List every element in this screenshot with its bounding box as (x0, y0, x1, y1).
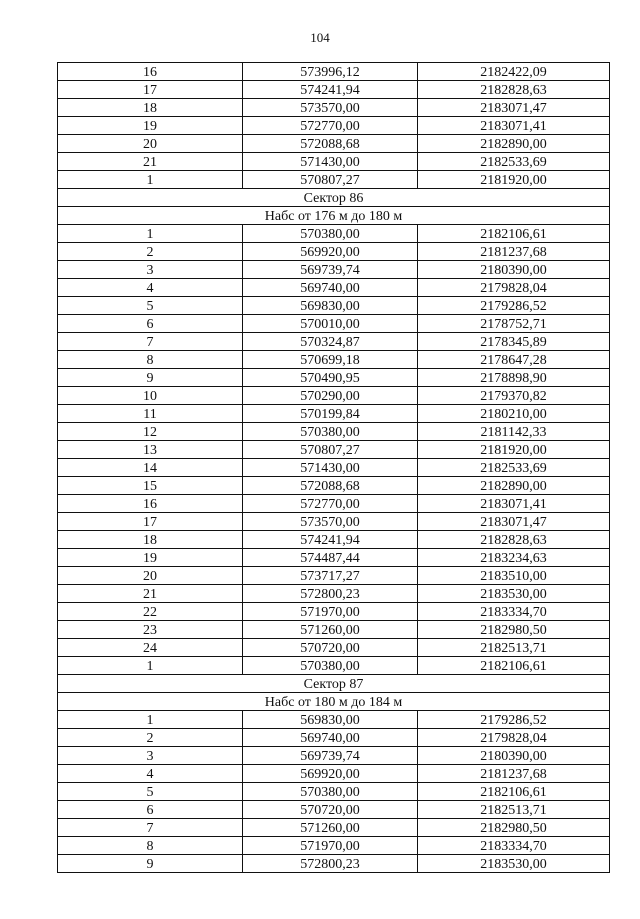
table-row (58, 621, 610, 639)
point-number-cell: 21 (58, 585, 243, 603)
point-number-cell: 8 (58, 837, 243, 855)
point-number-cell: 5 (58, 783, 243, 801)
coordinate-y-cell: 2183530,00 (418, 855, 610, 873)
point-number-cell: 5 (58, 297, 243, 315)
coordinate-y-cell: 2181920,00 (418, 441, 610, 459)
coordinate-y-cell: 2178898,90 (418, 369, 610, 387)
coordinate-x-cell: 571970,00 (243, 603, 418, 621)
section-header-row (58, 189, 610, 207)
table-row (58, 855, 610, 873)
table-row (58, 297, 610, 315)
point-number-cell: 1 (58, 225, 243, 243)
table-row (58, 747, 610, 765)
coordinate-x-cell: 570720,00 (243, 639, 418, 657)
coordinate-x-cell: 569740,00 (243, 729, 418, 747)
table-row (58, 657, 610, 675)
coordinate-y-cell: 2179828,04 (418, 729, 610, 747)
coordinate-y-cell: 2180390,00 (418, 747, 610, 765)
coordinate-x-cell: 570807,27 (243, 441, 418, 459)
coordinate-x-cell: 570720,00 (243, 801, 418, 819)
point-number-cell: 19 (58, 117, 243, 135)
point-number-cell: 7 (58, 819, 243, 837)
point-number-cell: 6 (58, 315, 243, 333)
table-row (58, 315, 610, 333)
coordinate-x-cell: 572770,00 (243, 117, 418, 135)
coordinate-y-cell: 2183334,70 (418, 837, 610, 855)
coordinate-x-cell: 574241,94 (243, 81, 418, 99)
coordinate-y-cell: 2181237,68 (418, 243, 610, 261)
coordinate-x-cell: 569740,00 (243, 279, 418, 297)
table-row (58, 351, 610, 369)
coordinate-x-cell: 570380,00 (243, 225, 418, 243)
coordinate-x-cell: 569920,00 (243, 765, 418, 783)
coordinate-y-cell: 2183234,63 (418, 549, 610, 567)
point-number-cell: 23 (58, 621, 243, 639)
table-row (58, 441, 610, 459)
coordinate-x-cell: 570290,00 (243, 387, 418, 405)
coordinate-x-cell: 570699,18 (243, 351, 418, 369)
point-number-cell: 4 (58, 279, 243, 297)
point-number-cell: 6 (58, 801, 243, 819)
point-number-cell: 17 (58, 81, 243, 99)
coordinate-x-cell: 572800,23 (243, 585, 418, 603)
table-row (58, 801, 610, 819)
coordinate-y-cell: 2182106,61 (418, 225, 610, 243)
table-row (58, 513, 610, 531)
coordinate-x-cell: 572088,68 (243, 135, 418, 153)
point-number-cell: 13 (58, 441, 243, 459)
coordinate-y-cell: 2182513,71 (418, 639, 610, 657)
coordinate-x-cell: 570807,27 (243, 171, 418, 189)
point-number-cell: 15 (58, 477, 243, 495)
table-row (58, 117, 610, 135)
coordinate-x-cell: 572800,23 (243, 855, 418, 873)
point-number-cell: 12 (58, 423, 243, 441)
coordinate-x-cell: 570199,84 (243, 405, 418, 423)
coordinate-x-cell: 569830,00 (243, 297, 418, 315)
point-number-cell: 8 (58, 351, 243, 369)
table-row (58, 171, 610, 189)
coordinate-x-cell: 571260,00 (243, 819, 418, 837)
table-row (58, 225, 610, 243)
coordinate-y-cell: 2178752,71 (418, 315, 610, 333)
coordinate-y-cell: 2183071,47 (418, 513, 610, 531)
point-number-cell: 9 (58, 369, 243, 387)
table-row (58, 819, 610, 837)
point-number-cell: 19 (58, 549, 243, 567)
table-row (58, 459, 610, 477)
table-row (58, 729, 610, 747)
table-row (58, 153, 610, 171)
coordinate-x-cell: 570380,00 (243, 657, 418, 675)
coordinate-x-cell: 573570,00 (243, 513, 418, 531)
point-number-cell: 20 (58, 567, 243, 585)
coordinate-y-cell: 2178345,89 (418, 333, 610, 351)
point-number-cell: 20 (58, 135, 243, 153)
coordinate-y-cell: 2182422,09 (418, 63, 610, 81)
coordinate-x-cell: 570380,00 (243, 423, 418, 441)
point-number-cell: 17 (58, 513, 243, 531)
table-row (58, 495, 610, 513)
coordinate-x-cell: 571970,00 (243, 837, 418, 855)
coordinate-x-cell: 571260,00 (243, 621, 418, 639)
coordinate-y-cell: 2183334,70 (418, 603, 610, 621)
coordinate-y-cell: 2183071,41 (418, 495, 610, 513)
section-label: Набс от 176 м до 180 м (58, 207, 610, 225)
table-row (58, 243, 610, 261)
coordinate-x-cell: 570490,95 (243, 369, 418, 387)
coordinate-y-cell: 2179286,52 (418, 297, 610, 315)
point-number-cell: 7 (58, 333, 243, 351)
table-row (58, 531, 610, 549)
coordinate-y-cell: 2183510,00 (418, 567, 610, 585)
point-number-cell: 22 (58, 603, 243, 621)
page-number: 104 (310, 30, 330, 45)
section-header-row (58, 207, 610, 225)
table-row (58, 369, 610, 387)
point-number-cell: 16 (58, 495, 243, 513)
coordinate-y-cell: 2181237,68 (418, 765, 610, 783)
coordinate-y-cell: 2182533,69 (418, 153, 610, 171)
point-number-cell: 24 (58, 639, 243, 657)
table-row (58, 477, 610, 495)
coordinate-y-cell: 2182513,71 (418, 801, 610, 819)
table-row (58, 261, 610, 279)
coordinate-y-cell: 2182890,00 (418, 477, 610, 495)
coordinate-x-cell: 569920,00 (243, 243, 418, 261)
table-row (58, 405, 610, 423)
table-row (58, 711, 610, 729)
coordinate-y-cell: 2182106,61 (418, 783, 610, 801)
table-row (58, 783, 610, 801)
coordinate-x-cell: 573996,12 (243, 63, 418, 81)
coordinate-y-cell: 2182980,50 (418, 621, 610, 639)
table-row (58, 81, 610, 99)
table-row (58, 567, 610, 585)
coordinate-y-cell: 2182106,61 (418, 657, 610, 675)
coordinate-x-cell: 573717,27 (243, 567, 418, 585)
section-label: Набс от 180 м до 184 м (58, 693, 610, 711)
table-row (58, 135, 610, 153)
coordinate-x-cell: 574241,94 (243, 531, 418, 549)
coordinate-y-cell: 2181920,00 (418, 171, 610, 189)
point-number-cell: 18 (58, 99, 243, 117)
point-number-cell: 1 (58, 711, 243, 729)
point-number-cell: 14 (58, 459, 243, 477)
point-number-cell: 2 (58, 243, 243, 261)
coordinate-x-cell: 574487,44 (243, 549, 418, 567)
table-row (58, 549, 610, 567)
section-label: Сектор 87 (58, 675, 610, 693)
coordinate-x-cell: 570010,00 (243, 315, 418, 333)
coordinate-x-cell: 571430,00 (243, 459, 418, 477)
point-number-cell: 2 (58, 729, 243, 747)
coordinate-x-cell: 569830,00 (243, 711, 418, 729)
coordinate-y-cell: 2181142,33 (418, 423, 610, 441)
coordinate-x-cell: 570324,87 (243, 333, 418, 351)
table-row (58, 837, 610, 855)
point-number-cell: 11 (58, 405, 243, 423)
coordinate-x-cell: 569739,74 (243, 747, 418, 765)
section-header-row (58, 675, 610, 693)
coordinate-y-cell: 2182533,69 (418, 459, 610, 477)
coordinate-y-cell: 2180390,00 (418, 261, 610, 279)
table-row (58, 603, 610, 621)
coordinate-y-cell: 2178647,28 (418, 351, 610, 369)
coordinate-y-cell: 2183071,47 (418, 99, 610, 117)
point-number-cell: 9 (58, 855, 243, 873)
section-header-row (58, 693, 610, 711)
table-row (58, 585, 610, 603)
point-number-cell: 4 (58, 765, 243, 783)
coordinate-y-cell: 2182980,50 (418, 819, 610, 837)
point-number-cell: 10 (58, 387, 243, 405)
point-number-cell: 16 (58, 63, 243, 81)
point-number-cell: 21 (58, 153, 243, 171)
coordinates-table (57, 62, 610, 873)
section-label: Сектор 86 (58, 189, 610, 207)
coordinate-x-cell: 571430,00 (243, 153, 418, 171)
coordinate-y-cell: 2179286,52 (418, 711, 610, 729)
coordinate-x-cell: 569739,74 (243, 261, 418, 279)
point-number-cell: 3 (58, 261, 243, 279)
table-row (58, 99, 610, 117)
coordinate-y-cell: 2183530,00 (418, 585, 610, 603)
table-row (58, 333, 610, 351)
point-number-cell: 18 (58, 531, 243, 549)
table-row (58, 423, 610, 441)
coordinate-y-cell: 2179370,82 (418, 387, 610, 405)
point-number-cell: 1 (58, 171, 243, 189)
table-row (58, 63, 610, 81)
coordinate-y-cell: 2180210,00 (418, 405, 610, 423)
point-number-cell: 3 (58, 747, 243, 765)
coordinate-y-cell: 2179828,04 (418, 279, 610, 297)
coordinate-y-cell: 2182890,00 (418, 135, 610, 153)
table-row (58, 765, 610, 783)
point-number-cell: 1 (58, 657, 243, 675)
coordinate-x-cell: 572088,68 (243, 477, 418, 495)
coordinate-y-cell: 2183071,41 (418, 117, 610, 135)
coordinate-y-cell: 2182828,63 (418, 81, 610, 99)
table-row (58, 387, 610, 405)
coordinate-y-cell: 2182828,63 (418, 531, 610, 549)
coordinates-table-body (58, 63, 610, 873)
coordinate-x-cell: 573570,00 (243, 99, 418, 117)
coordinate-x-cell: 572770,00 (243, 495, 418, 513)
coordinate-x-cell: 570380,00 (243, 783, 418, 801)
table-row (58, 279, 610, 297)
table-row (58, 639, 610, 657)
